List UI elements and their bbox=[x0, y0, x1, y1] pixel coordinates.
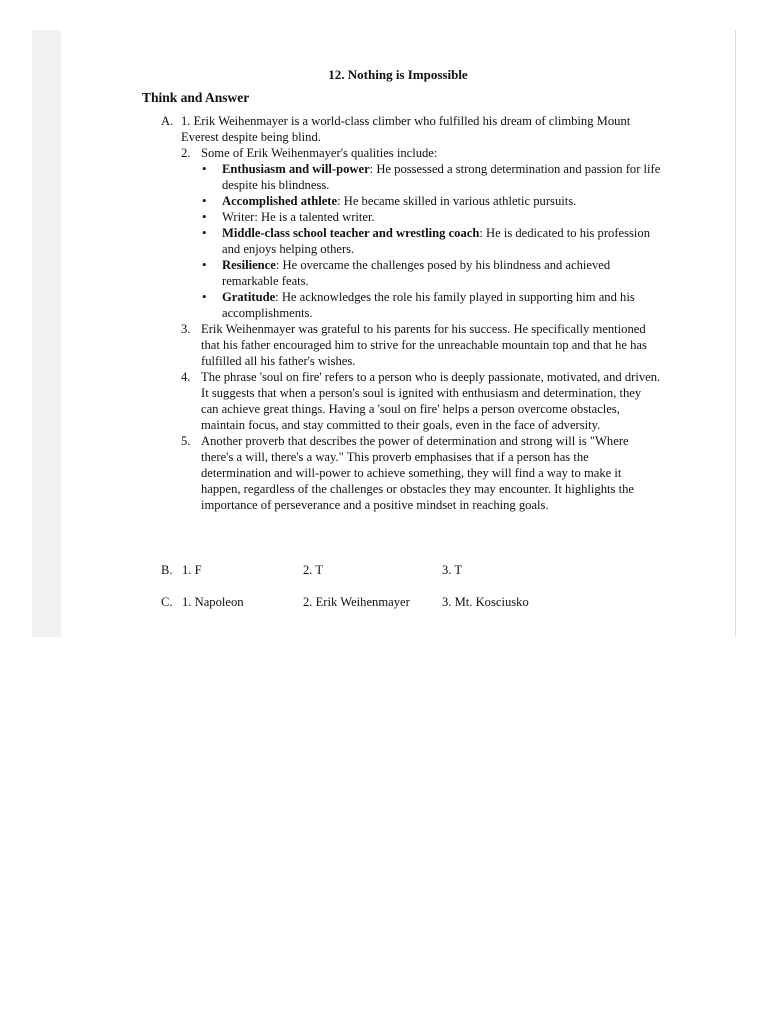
answer-number: 2. bbox=[181, 146, 191, 160]
answer-text: Erik Weihenmayer was grateful to his parents for his success. He specifically mentioned that his father encouraged him to strive for the unreachable mountain top and that he has fulfilled all his father's wishes. bbox=[201, 322, 647, 368]
part-c bbox=[161, 595, 581, 611]
answer-number: 3. bbox=[181, 322, 191, 336]
answer-number: 5. bbox=[181, 434, 191, 448]
qualities-list bbox=[161, 161, 661, 321]
answer-text: The phrase 'soul on fire' refers to a person who is deeply passionate, motivated, and driven. It suggests that when a person's soul is ignited with enthusiasm and determination, they can achieve great things. Having a 'soul on fire' helps a person overcome obstacles, maintain focus, and stay committed to their goals, even in the face of adversity. bbox=[201, 370, 661, 432]
answer-a-1 bbox=[161, 113, 661, 145]
page-title: 12. Nothing is Impossible bbox=[328, 67, 468, 82]
answer-text: Some of Erik Weihenmayer's qualities include: bbox=[201, 146, 438, 160]
document-page bbox=[61, 30, 735, 637]
part-b bbox=[161, 563, 581, 579]
list-item: • Resilience: He overcame the challenges posed by his blindness and achieved remarkable feats. bbox=[202, 257, 611, 288]
answer-number: 1. bbox=[181, 114, 191, 128]
answer-text: Erik Weihenmayer is a world-class climber who fulfilled his dream of climbing Mount Everest despite being blind. bbox=[181, 114, 631, 144]
list-item: • Writer: He is a talented writer. bbox=[202, 209, 375, 224]
list-item: • Gratitude: He acknowledges the role his family played in supporting him and his accomplishments. bbox=[202, 289, 635, 320]
answer-a-5 bbox=[161, 433, 661, 513]
answer-a-3 bbox=[161, 321, 661, 369]
part-b-label: B. bbox=[161, 563, 173, 577]
answer-c-3: 3. Mt. Kosciusko bbox=[442, 595, 529, 609]
answer-a-2 bbox=[161, 145, 661, 161]
left-margin-strip bbox=[32, 30, 61, 637]
answer-c-2: 2. Erik Weihenmayer bbox=[303, 595, 410, 609]
answer-b-3: 3. T bbox=[442, 563, 463, 577]
bullet-icon: • bbox=[202, 289, 207, 304]
bullet-icon: • bbox=[202, 161, 207, 176]
answer-b-2: 2. T bbox=[303, 563, 324, 577]
answer-text: Another proverb that describes the power of determination and strong will is "Where there's a will, there's a way." This proverb emphasises that if a person has the determination and will-power to achieve something, they will find a way to make it happen, regardless of the challenges or obstacles they may encounter. It highlights the importance of perseverance and a positive mindset in reaching goals. bbox=[201, 434, 634, 512]
answer-b-1: 1. F bbox=[182, 563, 202, 577]
bullet-icon: • bbox=[202, 225, 207, 240]
section-heading: Think and Answer bbox=[142, 90, 250, 105]
answer-c-1: 1. Napoleon bbox=[182, 595, 244, 609]
answer-a-4 bbox=[161, 369, 661, 433]
part-a bbox=[161, 113, 661, 513]
page-right-edge bbox=[735, 30, 736, 637]
part-a-label: A. bbox=[161, 114, 174, 128]
list-item: • Accomplished athlete: He became skilled in various athletic pursuits. bbox=[202, 193, 577, 208]
part-c-label: C. bbox=[161, 595, 173, 609]
bullet-icon: • bbox=[202, 193, 207, 208]
list-item: • Enthusiasm and will-power: He possessed a strong determination and passion for life despite his blindness. bbox=[202, 161, 661, 192]
answer-number: 4. bbox=[181, 370, 191, 384]
bullet-icon: • bbox=[202, 257, 207, 272]
list-item: • Middle-class school teacher and wrestling coach: He is dedicated to his profession and enjoys helping others. bbox=[202, 225, 651, 256]
bullet-icon: • bbox=[202, 209, 207, 224]
